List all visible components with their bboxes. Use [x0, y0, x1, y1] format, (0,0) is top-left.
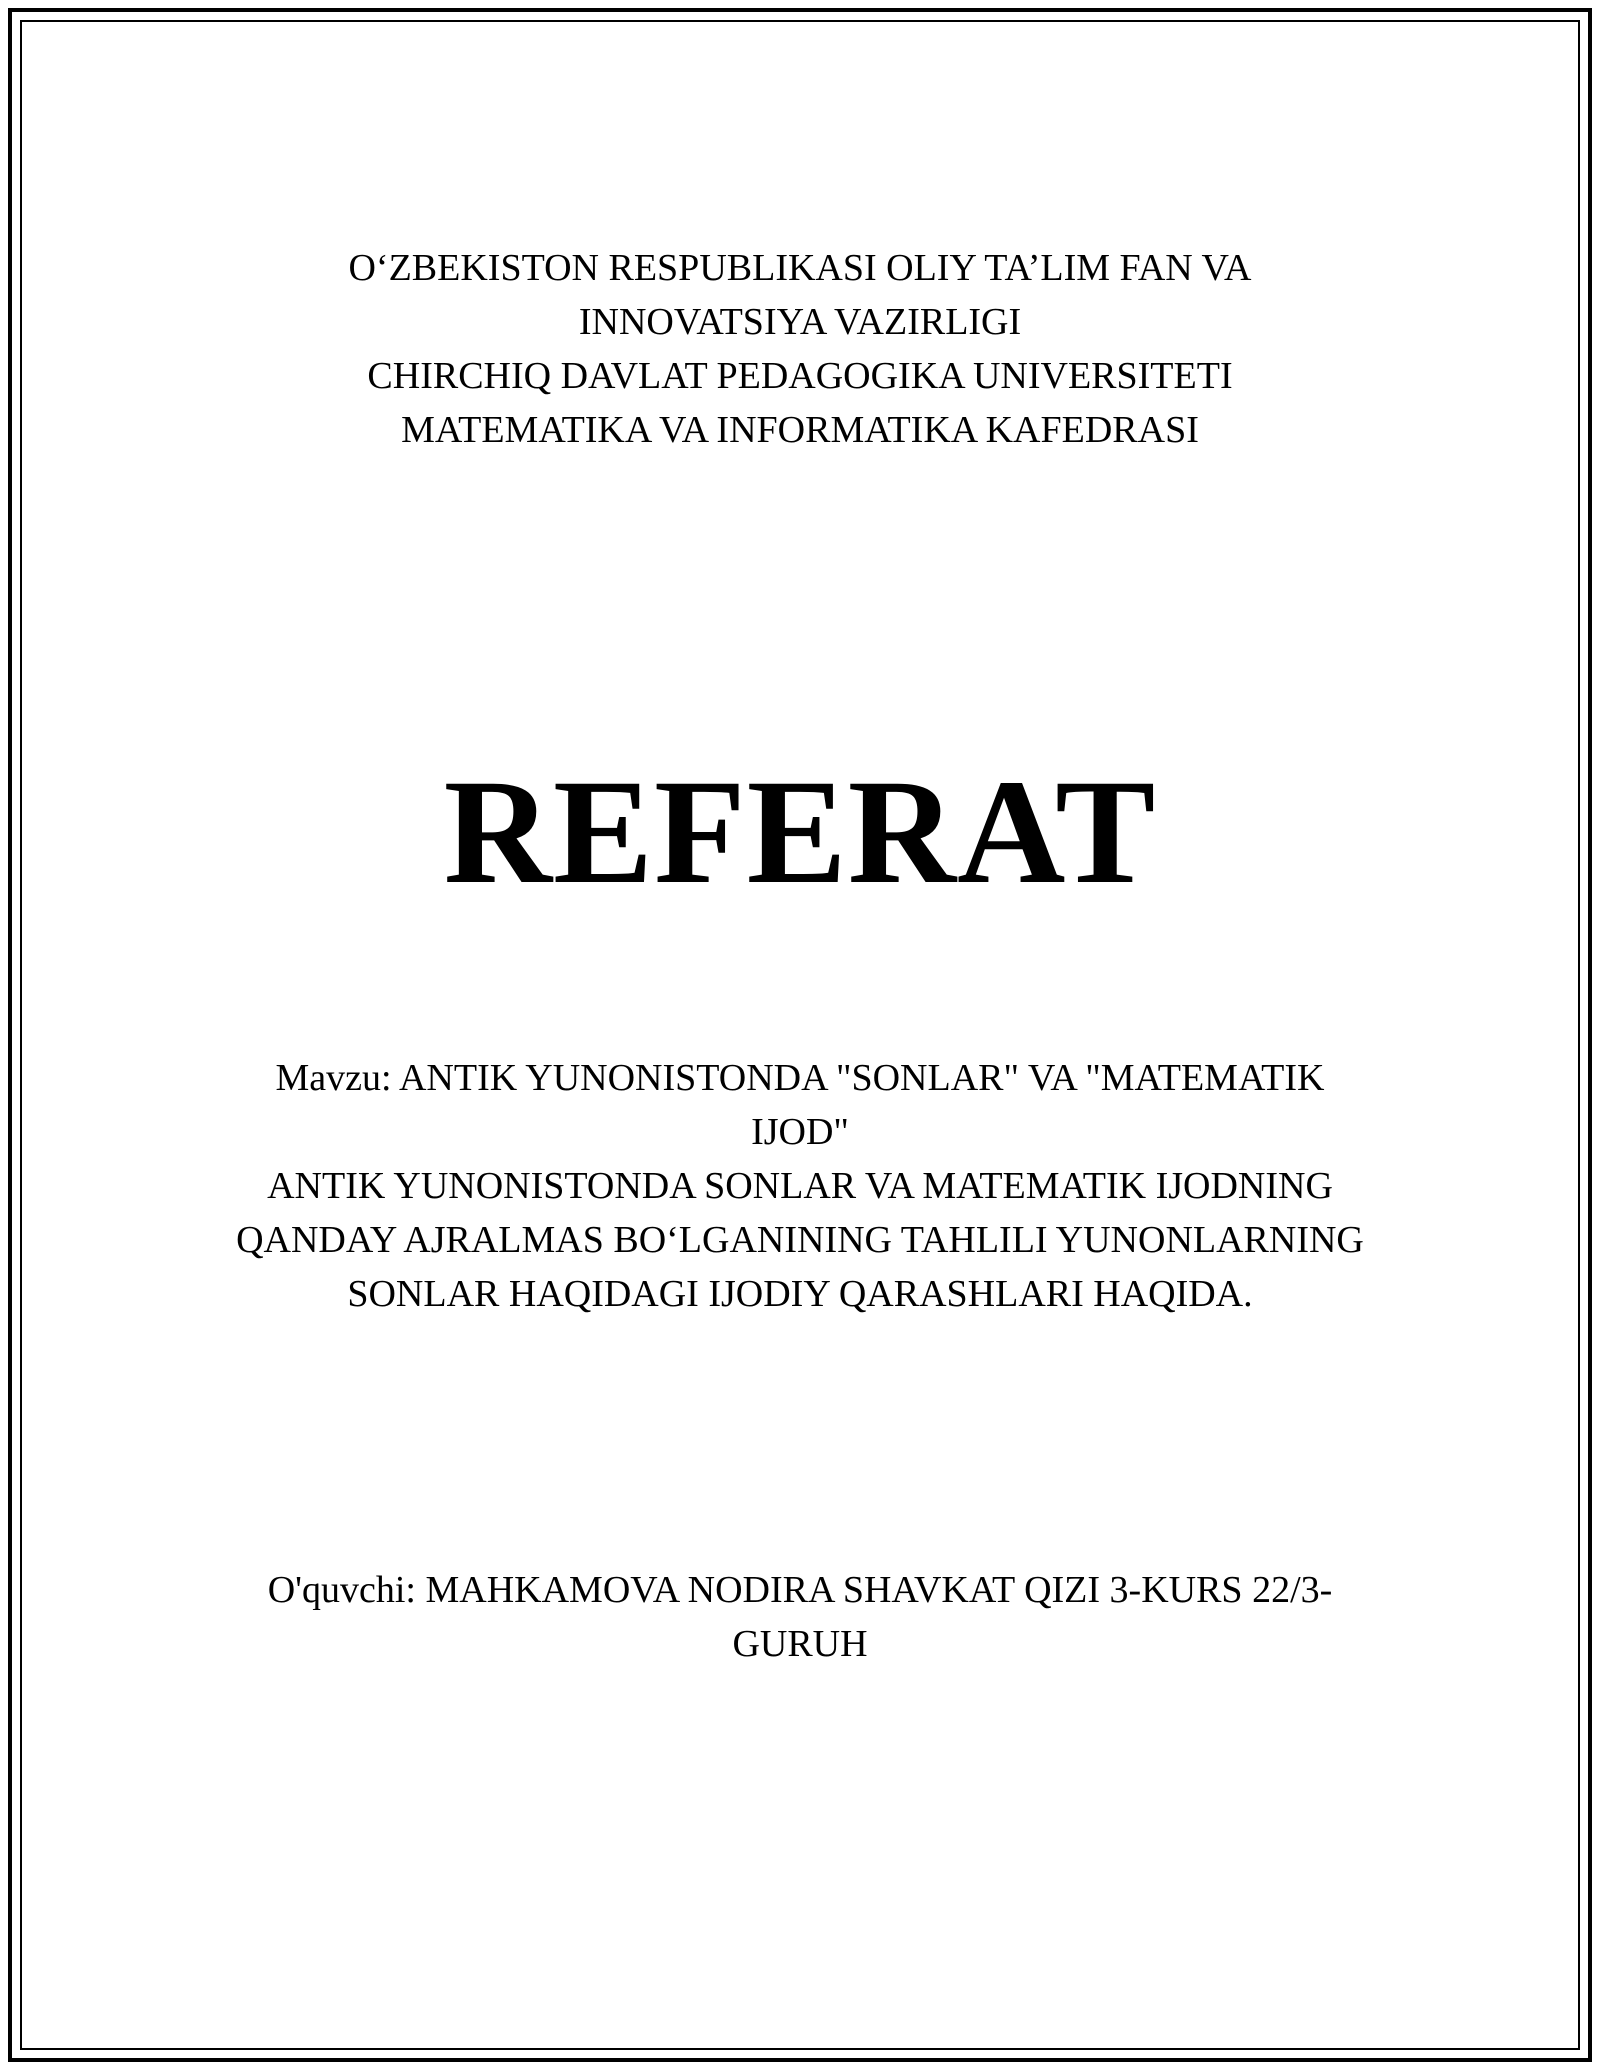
- student-line: GURUH: [732, 1623, 868, 1665]
- student-line: O'quvchi: MAHKAMOVA NODIRA SHAVKAT QIZI 3-KURS 22/3-: [267, 1569, 1333, 1611]
- header-line: CHIRCHIQ DAVLAT PEDAGOGIKA UNIVERSITETI: [367, 355, 1233, 397]
- document-title: REFERAT: [443, 749, 1157, 915]
- topic-line: QANDAY AJRALMAS BO‘LGANINING TAHLILI YUNONLARNING: [236, 1219, 1364, 1261]
- header-line: MATEMATIKA VA INFORMATIKA KAFEDRASI: [401, 409, 1199, 451]
- topic-block: [0, 1051, 1600, 1321]
- topic-line: Mavzu: ANTIK YUNONISTONDA "SONLAR" VA "MATEMATIK: [275, 1057, 1325, 1099]
- topic-line: IJOD": [751, 1111, 849, 1153]
- header-line: INNOVATSIYA VAZIRLIGI: [578, 301, 1022, 343]
- topic-line: ANTIK YUNONISTONDA SONLAR VA MATEMATIK IJODNING: [267, 1165, 1333, 1207]
- title-block: [0, 742, 1600, 922]
- student-block: [0, 1563, 1600, 1671]
- institution-header: [0, 241, 1600, 457]
- topic-line: SONLAR HAQIDAGI IJODIY QARASHLARI HAQIDA.: [347, 1273, 1253, 1315]
- header-line: O‘ZBEKISTON RESPUBLIKASI OLIY TA’LIM FAN VA: [348, 247, 1252, 289]
